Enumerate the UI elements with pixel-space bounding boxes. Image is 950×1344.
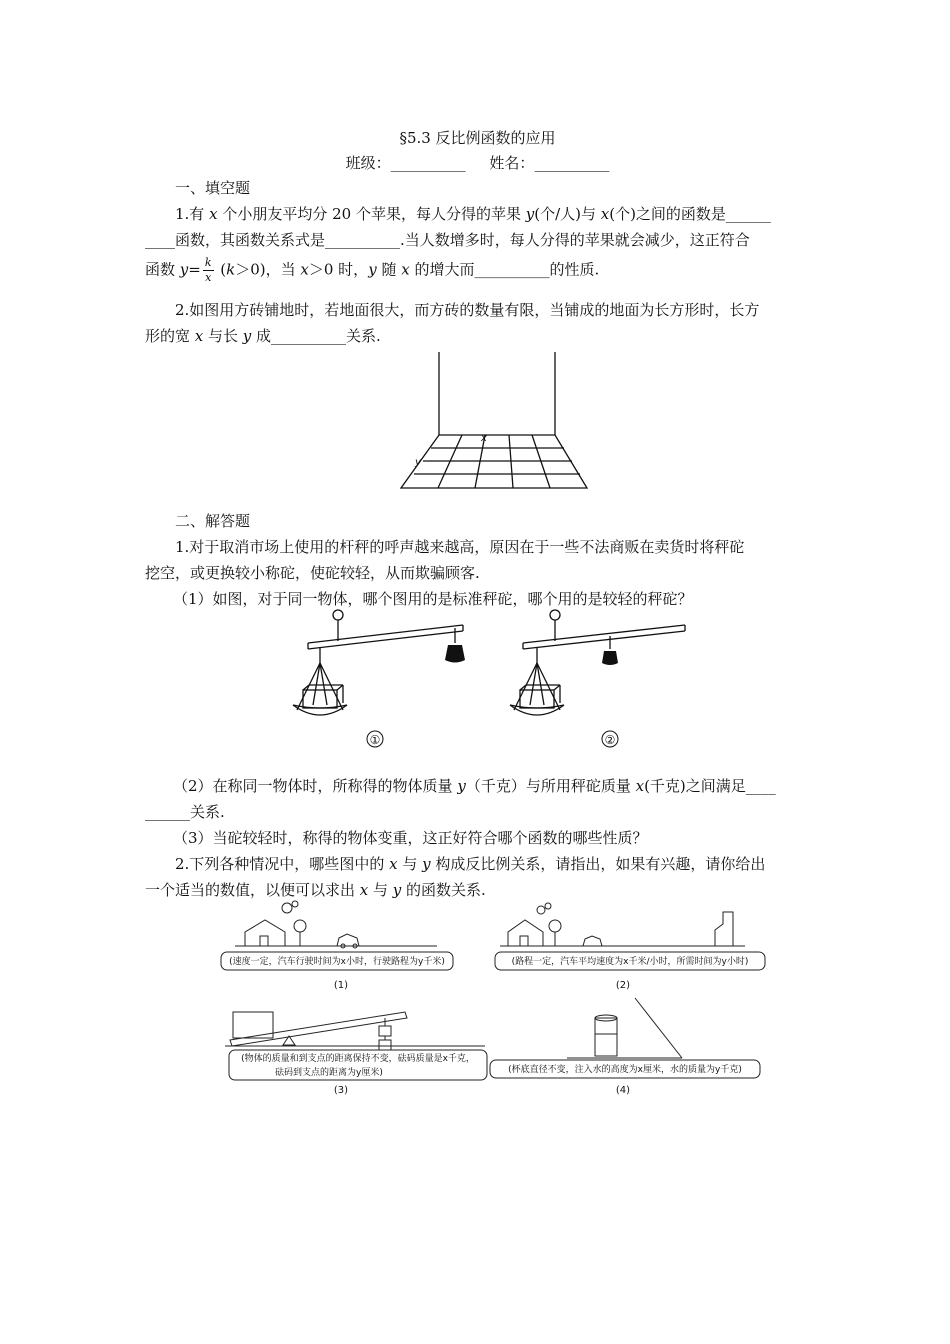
- figure-label-1: ①: [369, 733, 381, 747]
- caption-4-number: (4): [615, 1085, 631, 1096]
- caption-3-line-2: 砝码到支点的距离为y厘米): [275, 1068, 383, 1078]
- figure-label-y: y: [415, 457, 421, 468]
- class-label: 班级：: [345, 154, 391, 172]
- weight-light-icon: [602, 651, 618, 665]
- section-heading-fill-in: 一、填空题: [175, 179, 251, 197]
- caption-2-number: (2): [615, 980, 631, 991]
- q1-line-2: ____函数，其函数关系式是__________.当人数增多时，每人分得的苹果就会减少，这正符合: [145, 231, 750, 249]
- steelyard-standard: [293, 610, 463, 715]
- p1-sub1: （1）如图，对于同一物体，哪个图用的是标准秤砣，哪个用的是较轻的秤砣？: [173, 590, 693, 608]
- caption-3-line-1: (物体的质量和到支点的距离保持不变，砝码质量是x千克，: [241, 1054, 475, 1064]
- four-situations-figure: [215, 900, 775, 1100]
- p1-sub2-line-1: （2）在称同一物体时，所称得的物体质量 y（千克）与所用秤砣质量 x(千克)之间满足____: [173, 777, 776, 795]
- figure-label-x: x: [481, 433, 487, 444]
- name-label: 姓名：: [489, 154, 535, 172]
- name-blank: __________: [534, 154, 610, 172]
- p1-line-2: 挖空，或更换较小称砣，使砣较轻，从而欺骗顾客.: [145, 564, 480, 582]
- p1-sub3: （3）当砣较轻时，称得的物体变重，这正好符合哪个函数的哪些性质？: [173, 829, 648, 847]
- q2-line-2: 形的宽 x 与长 y 成__________关系.: [145, 327, 381, 345]
- page-title: §5.3 反比例函数的应用: [399, 129, 556, 147]
- steelyard-light: [510, 610, 685, 715]
- q2-line-1: 2.如图用方砖铺地时，若地面很大，而方砖的数量有限，当铺成的地面为长方形时，长方: [175, 301, 760, 319]
- p1-line-1: 1.对于取消市场上使用的杆秤的呼声越来越高，原因在于一些不法商贩在卖货时将秤砣: [175, 538, 745, 556]
- q1-line-3: 函数 y= $\frac{k}{x}$ (k＞0)，当 x＞0 时，y 随 x 的增大而__________的性质.: [145, 256, 600, 284]
- student-info: [145, 150, 810, 176]
- p1-sub2-line-2: ______关系.: [145, 803, 225, 821]
- caption-3-number: (3): [333, 1085, 349, 1096]
- caption-2: (路程一定，汽车平均速度为x千米/小时，所需时间为y小时): [511, 957, 749, 967]
- caption-1: (速度一定，汽车行驶时间为x小时，行驶路程为y千米): [229, 957, 445, 967]
- fraction-k-over-x: $\frac{k}{x}$: [204, 256, 212, 284]
- p2-line-2: 一个适当的数值，以便可以求出 x 与 y 的函数关系.: [145, 881, 486, 899]
- class-blank: __________: [390, 154, 466, 172]
- steelyard-figures: [285, 605, 705, 755]
- figure-label-2: ②: [604, 733, 616, 747]
- caption-1-number: (1): [333, 980, 349, 991]
- p2-line-1: 2.下列各种情况中，哪些图中的 x 与 y 构成反比例关系，请指出，如果有兴趣，请你给出: [175, 855, 766, 873]
- caption-4: (杯底直径不变，注入水的高度为x厘米，水的质量为y千克): [508, 1065, 742, 1075]
- weight-standard-icon: [445, 645, 465, 663]
- q1-line-1: 1.有 x 个小朋友平均分 20 个苹果，每人分得的苹果 y(个/人)与 x(个)之间的函数是______: [175, 205, 771, 223]
- section-heading-answers: 二、解答题: [175, 512, 251, 530]
- tile-floor-figure: [395, 350, 605, 492]
